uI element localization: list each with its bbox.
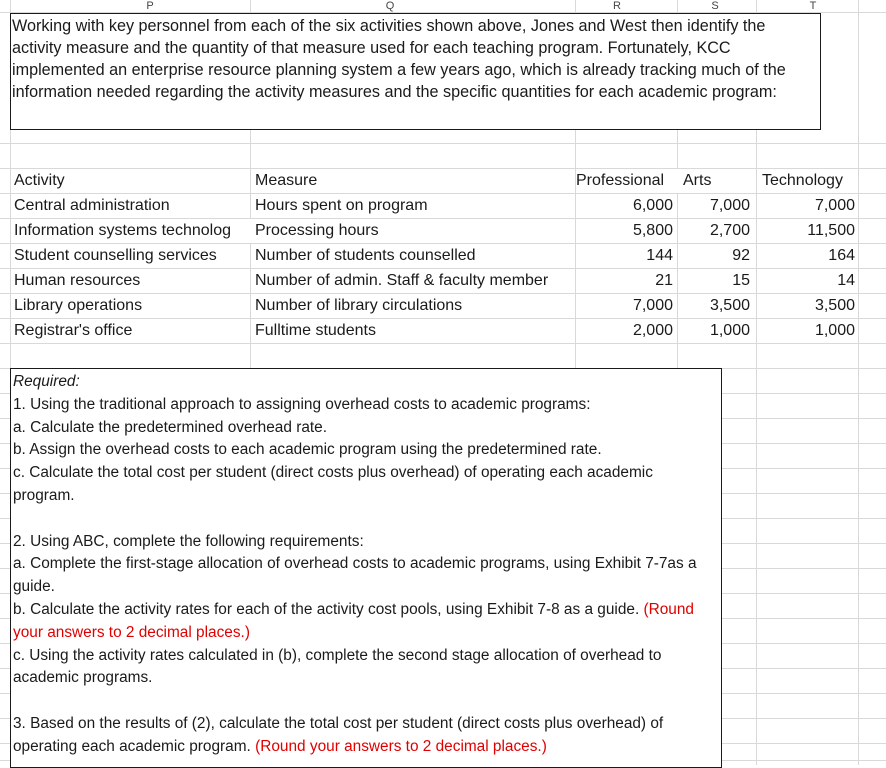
header-measure[interactable]: Measure xyxy=(255,169,573,193)
row-6-measure[interactable]: Fulltime students xyxy=(255,319,573,343)
row-3-professional[interactable]: 144 xyxy=(585,244,673,268)
row-4-technology[interactable]: 14 xyxy=(760,269,855,293)
required-heading: Required: xyxy=(13,373,80,390)
row-6-activity[interactable]: Registrar's office xyxy=(14,319,250,343)
row-4-activity[interactable]: Human resources xyxy=(14,269,250,293)
column-header-p[interactable]: P xyxy=(146,0,154,12)
part1-intro: 1. Using the traditional approach to assigning overhead costs to academic programs: xyxy=(13,395,591,413)
part2-c-line1: c. Using the activity rates calculated in (b), complete the second stage allocation of overhead to xyxy=(13,646,662,664)
row-2-activity[interactable]: Information systems technolog xyxy=(14,219,255,243)
row-2-professional[interactable]: 5,800 xyxy=(585,219,673,243)
column-header-q[interactable]: Q xyxy=(385,0,395,12)
row-1-arts[interactable]: 7,000 xyxy=(680,194,750,218)
column-header-t[interactable]: T xyxy=(809,0,817,12)
part1-c-line2: program. xyxy=(13,486,75,504)
intro-text-box[interactable] xyxy=(10,13,821,130)
part3-line1: 3. Based on the results of (2), calculate the total cost per student (direct costs plus overhead) of xyxy=(13,714,664,732)
part2-b-line1 xyxy=(13,599,717,622)
row-2-arts[interactable]: 2,700 xyxy=(680,219,750,243)
row-5-activity[interactable]: Library operations xyxy=(14,294,250,318)
blank-line xyxy=(13,508,717,531)
intro-paragraph: Working with key personnel from each of the six activities shown above, Jones and West then identify the activity measure and the quantity of that measure used for each teaching program. Fortunately, KCC implemented an enterprise resource planning system a few years ago, which is already tracking much of the information needed regarding the activity measures and the specific quantities for each academic program: xyxy=(12,17,791,101)
row-6-arts[interactable]: 1,000 xyxy=(680,319,750,343)
part2-a-line1: a. Complete the first-stage allocation of overhead costs to academic programs, using Exhibit 7-7as a xyxy=(13,555,697,573)
column-header-r[interactable]: R xyxy=(613,0,621,12)
header-technology[interactable]: Technology xyxy=(762,169,856,193)
row-5-professional[interactable]: 7,000 xyxy=(585,294,673,318)
required-text-box[interactable] xyxy=(10,368,722,768)
row-3-arts[interactable]: 92 xyxy=(680,244,750,268)
row-3-activity[interactable]: Student counselling services xyxy=(14,244,250,268)
row-1-technology[interactable]: 7,000 xyxy=(760,194,855,218)
part1-b: b. Assign the overhead costs to each academic program using the predetermined rate. xyxy=(13,441,602,459)
header-arts[interactable]: Arts xyxy=(683,169,753,193)
row-4-arts[interactable]: 15 xyxy=(680,269,750,293)
row-6-professional[interactable]: 2,000 xyxy=(585,319,673,343)
blank-line xyxy=(13,690,717,713)
row-1-measure[interactable]: Hours spent on program xyxy=(255,194,573,218)
row-5-arts[interactable]: 3,500 xyxy=(680,294,750,318)
part2-b-round-note-end: your answers to 2 decimal places.) xyxy=(13,623,250,641)
header-activity[interactable]: Activity xyxy=(14,169,250,193)
part2-b-text: b. Calculate the activity rates for each of the activity cost pools, using Exhibit 7-8 as a guide. xyxy=(13,600,640,618)
row-2-technology[interactable]: 11,500 xyxy=(760,219,855,243)
part1-a: a. Calculate the predetermined overhead rate. xyxy=(13,418,327,436)
part2-intro: 2. Using ABC, complete the following requirements: xyxy=(13,532,364,550)
row-3-technology[interactable]: 164 xyxy=(760,244,855,268)
part1-c-line1: c. Calculate the total cost per student (direct costs plus overhead) of operating each academic xyxy=(13,464,653,482)
part2-a-line2: guide. xyxy=(13,578,55,596)
row-6-technology[interactable]: 1,000 xyxy=(760,319,855,343)
part2-b-round-note-start: (Round xyxy=(643,600,694,618)
part3-round-note: (Round your answers to 2 decimal places.) xyxy=(255,737,547,755)
row-1-activity[interactable]: Central administration xyxy=(14,194,250,218)
row-4-measure[interactable]: Number of admin. Staff & faculty member xyxy=(255,269,573,293)
header-professional[interactable]: Professional xyxy=(576,169,682,193)
column-header-s[interactable]: S xyxy=(711,0,719,12)
part3-line2 xyxy=(13,736,717,759)
row-5-measure[interactable]: Number of library circulations xyxy=(255,294,573,318)
part2-c-line2: academic programs. xyxy=(13,669,153,687)
row-3-measure[interactable]: Number of students counselled xyxy=(255,244,573,268)
row-4-professional[interactable]: 21 xyxy=(585,269,673,293)
row-5-technology[interactable]: 3,500 xyxy=(760,294,855,318)
part3-text: operating each academic program. xyxy=(13,737,251,755)
row-2-measure[interactable]: Processing hours xyxy=(255,219,573,243)
row-1-professional[interactable]: 6,000 xyxy=(585,194,673,218)
